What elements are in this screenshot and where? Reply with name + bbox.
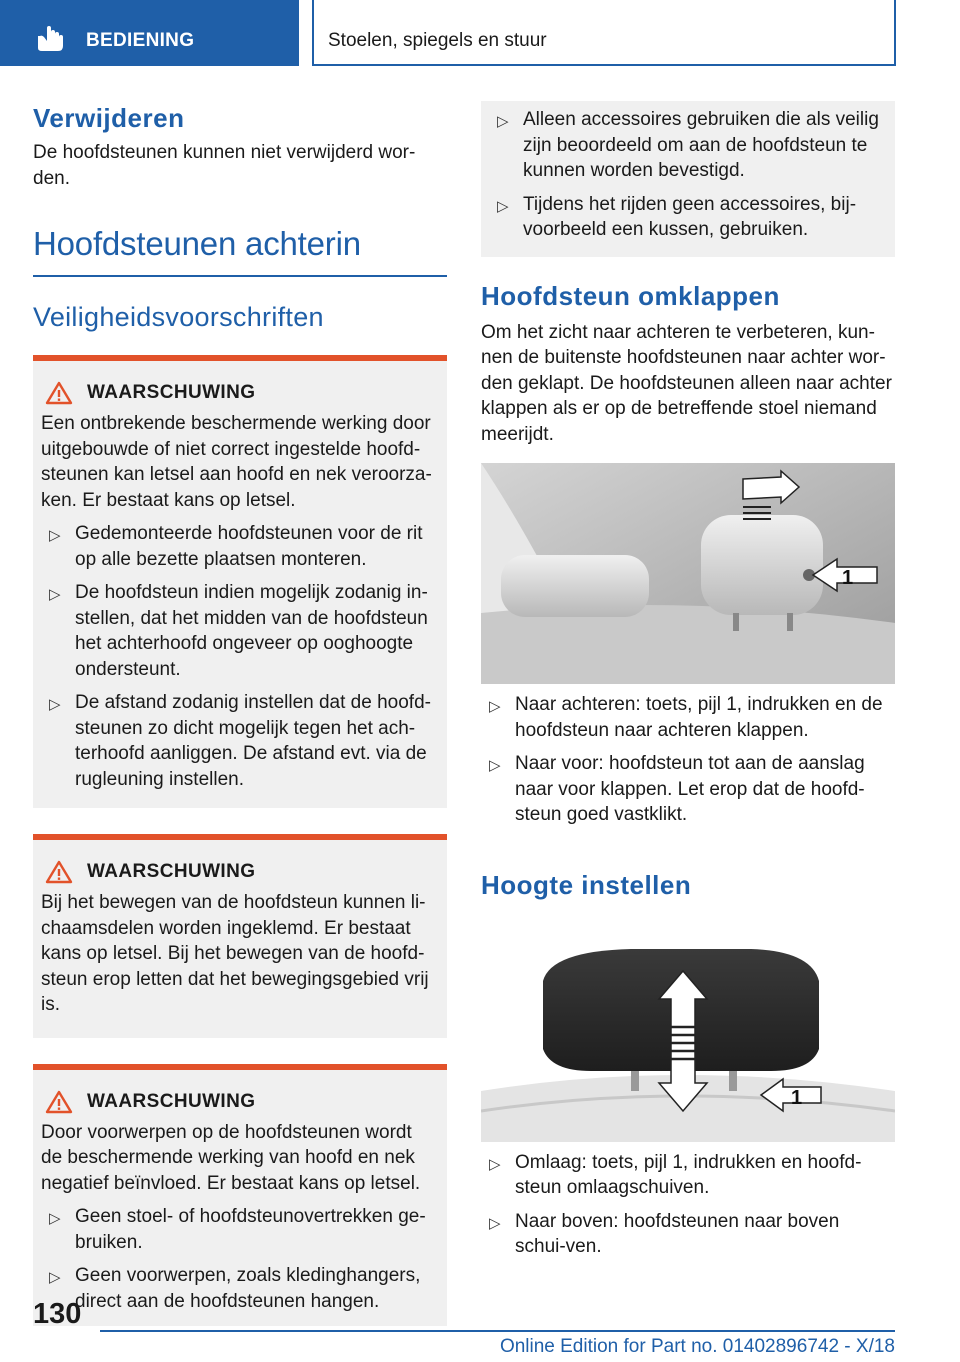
left-column: [33, 100, 447, 1326]
warning-text: Bij het bewegen van de hoofdsteun kunnen li-chaamsdelen worden ingeklemd. Er bestaat kans op letsel. Bij het bewegen van de hoofd-steun erop letten dat het bewegingsgebied vrij is.: [41, 892, 429, 1015]
warning-bullet-list: [41, 521, 437, 792]
remove-text: De hoofdsteunen kunnen niet verwijderd wor-den.: [33, 142, 416, 189]
section-title: Stoelen, spiegels en stuur: [328, 30, 547, 51]
figure-callout-number: 1: [791, 1086, 803, 1109]
list-item: ▷ Geen voorwerpen, zoals kledinghangers, direct aan de hoofdsteunen hangen.: [49, 1265, 421, 1312]
chapter-tab[interactable]: [0, 0, 299, 66]
fold-bullet-list: [481, 692, 895, 828]
list-item: ▷ De afstand zodanig instellen dat de hoofd-steunen zo dicht mogelijk tegen het ach-terhoofd aanliggen. De afstand evt. via de rugleuning instellen.: [49, 692, 431, 790]
warning-title: WAARSCHUWING: [87, 382, 256, 403]
fold-heading: Hoofdsteun omklappen: [481, 280, 780, 311]
bullet-triangle-icon: ▷: [49, 1269, 61, 1286]
warning-title: WAARSCHUWING: [87, 1090, 256, 1112]
bullet-triangle-icon: ▷: [489, 698, 501, 715]
list-item: ▷ Geen stoel- of hoofdsteunovertrekken ge-bruiken.: [49, 1206, 426, 1253]
warning-header: [41, 381, 437, 405]
list-item: ▷ Tijdens het rijden geen accessoires, bij-voorbeeld een kussen, gebruiken.: [497, 193, 857, 240]
page-number: 130: [33, 1298, 82, 1330]
section-tab: [312, 0, 896, 66]
headrest-fold-illustration: [481, 463, 895, 684]
warning-box: [33, 834, 447, 1038]
footer-rule: [100, 1330, 895, 1332]
bullet-triangle-icon: ▷: [49, 586, 61, 603]
list-item: ▷ Omlaag: toets, pijl 1, indrukken en hoofd-steun omlaagschuiven.: [489, 1151, 862, 1198]
list-item: ▷ De hoofdsteun indien mogelijk zodanig in-stellen, dat het midden van de hoofdsteun het achterhoofd ongeveer op ooghoogte ondersteunt.: [49, 582, 428, 680]
safety-heading: Veiligheidsvoorschriften: [33, 302, 324, 332]
warning-header: [41, 1090, 437, 1114]
warning-bullet-list: [41, 1204, 437, 1314]
list-item: ▷ Gedemonteerde hoofdsteunen voor de rit op alle bezette plaatsen monteren.: [49, 523, 423, 570]
fold-text: Om het zicht naar achteren te verbeteren, kun-nen de buitenste hoofdsteunen naar achter wor-den geklapt. De hoofdsteunen alleen naar achter klappen als er op de betreffende stoel niemand meerijdt.: [481, 321, 892, 445]
main-heading: Hoofdsteunen achterin: [33, 225, 361, 262]
warning-triangle-icon: [45, 1090, 73, 1114]
headrest-fold-figure: [481, 463, 895, 684]
bullet-triangle-icon: ▷: [497, 113, 509, 130]
edition-link[interactable]: Online Edition for Part no. 01402896742 - X/18: [499, 1336, 895, 1357]
hand-touch-icon: [34, 26, 68, 52]
page-header: [0, 0, 960, 66]
headrest-height-illustration: [481, 941, 895, 1142]
bullet-triangle-icon: ▷: [49, 696, 61, 713]
list-item: ▷ Naar voor: hoofdsteun tot aan de aanslag naar voor klappen. Let erop dat de hoofd-steun goed vastklikt.: [489, 753, 865, 825]
bullet-triangle-icon: ▷: [489, 1214, 501, 1232]
warning-text: Een ontbrekende beschermende werking door uitgebouwde of niet correct ingestelde hoofd-steunen kan letsel aan hoofd en nek veroorza-ken. Er bestaat kans op letsel.: [41, 413, 432, 511]
bullet-triangle-icon: ▷: [489, 757, 501, 774]
bullet-triangle-icon: ▷: [49, 1210, 61, 1227]
figure-callout-number: 1: [842, 567, 854, 589]
heading-rule: [33, 275, 447, 277]
warning-text: Door voorwerpen op de hoofdsteunen wordt de beschermende werking van hoofd en nek negatief beïnvloed. Er bestaat kans op letsel.: [41, 1121, 421, 1194]
warning-triangle-icon: [45, 860, 73, 884]
warning-box: [33, 1064, 447, 1327]
bullet-triangle-icon: ▷: [497, 197, 509, 215]
headrest-height-figure: [481, 941, 895, 1142]
list-item: ▷ Naar boven: hoofdsteunen naar boven schui-ven.: [489, 1210, 840, 1257]
list-item: ▷ Naar achteren: toets, pijl 1, indrukken en de hoofdsteun naar achteren klappen.: [489, 694, 883, 741]
bullet-triangle-icon: ▷: [489, 1155, 501, 1173]
warning-triangle-icon: [45, 381, 73, 405]
height-bullet-list: [481, 1150, 895, 1260]
warning-box: [33, 355, 447, 808]
warning-continuation-box: [481, 101, 895, 257]
right-column: [481, 100, 895, 1260]
list-item: ▷ Alleen accessoires gebruiken die als veilig zijn beoordeeld om aan de hoofdsteun te kunnen worden bevestigd.: [497, 109, 879, 181]
bullet-triangle-icon: ▷: [49, 527, 61, 544]
height-heading: Hoogte instellen: [481, 869, 692, 900]
warning-header: [41, 860, 437, 884]
warning-title: WAARSCHUWING: [87, 861, 256, 882]
remove-heading: Verwijderen: [33, 103, 185, 133]
continued-bullet-list: [489, 107, 885, 243]
chapter-title: BEDIENING: [86, 30, 195, 51]
